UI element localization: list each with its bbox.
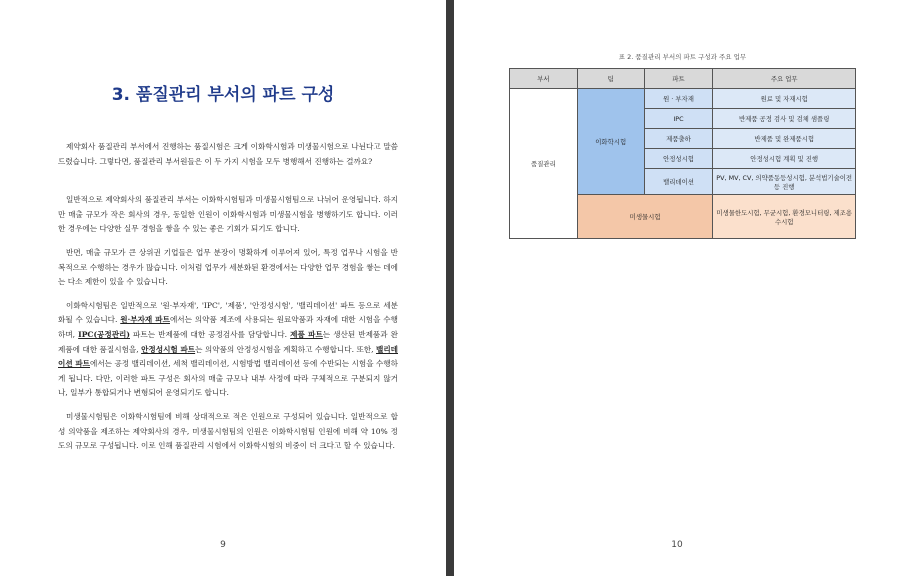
part-structure-table (509, 68, 856, 239)
part-cell: 밸리데이션 (644, 169, 713, 195)
text-run: 이화학시험팀은 일반적으로 '원·부자재', 'IPC', '제품', '안정성시험', '밸리데이션' 파트 등으로 세분화될 수 있습니다. (58, 300, 398, 325)
part-cell: IPC (644, 109, 713, 129)
page-number-left: 9 (220, 540, 226, 550)
header-part: 파트 (644, 69, 713, 89)
emphasis-text: 안정성시험 파트 (141, 344, 196, 354)
text-run: 제약회사 품질관리 부서에서 진행하는 품질시험은 크게 이화학시험과 미생물시험으로 나뉜다고 말씀드렸습니다. 그렇다면, 품질관리 부서원들은 이 두 가지 시험을 모두 병행해서 진행하는 걸까요? (58, 142, 398, 166)
table-header-row (510, 69, 856, 89)
book-spine (446, 0, 454, 576)
table-row (510, 89, 856, 109)
right-page (454, 0, 900, 576)
body-paragraph (58, 140, 398, 169)
duty-cell: 반제품 및 완제품시험 (713, 129, 856, 149)
duty-cell: 안정성시험 계획 및 진행 (713, 149, 856, 169)
emphasis-text: IPC(공정관리) (78, 329, 130, 339)
left-page (0, 0, 446, 576)
text-run: 에서는 의약품 제조에 사용되는 원료약품과 자재에 대한 시험을 수행하며, (58, 315, 398, 339)
header-team: 팀 (577, 69, 644, 89)
micro-duty-cell: 미생물한도시험, 무균시험, 환경모니터링, 제조용수시험 (713, 195, 856, 239)
body-paragraph (58, 299, 398, 401)
part-cell: 원 · 부자재 (644, 89, 713, 109)
text-run: 는 의약품의 안정성시험을 계획하고 수행합니다. 또한, (195, 344, 376, 354)
header-dept: 부서 (510, 69, 578, 89)
part-cell: 안정성시험 (644, 149, 713, 169)
emphasis-text: 밸리데이션 파트 (58, 344, 398, 369)
text-run: 에서는 공정 밸리데이션, 세척 밸리데이션, 시험방법 밸리데이션 등에 수반되는 시험을 수행하게 됩니다. 다만, 이러한 파트 구성은 회사의 매출 규모나 내부 사정에 따라 구체적으로 구분되지 않거나, 일부가 통합되거나 변형되어 운영되기도 합니다. (58, 359, 398, 398)
section-title: 3. 품질관리 부서의 파트 구성 (111, 85, 335, 105)
dept-cell: 품질관리 (510, 89, 578, 239)
text-run: 미생물시험팀은 이화학시험팀에 비해 상대적으로 적은 인원으로 구성되어 있습니다. 일반적으로 합성 의약품을 제조하는 제약회사의 경우, 미생물시험팀의 인원은 이화학시험팀 인원에 비해 약 10% 정도의 규모로 구성됩니다. 이로 인해 품질관리 시험에서 이화학시험의 비중이 더 크다고 할 수 있습니다. (58, 411, 398, 451)
emphasis-text: 원·부자재 파트 (120, 315, 170, 325)
body-paragraph (58, 410, 398, 454)
text-run: 는 생산된 반제품과 완제품에 대한 품질시험을, (58, 329, 398, 354)
text-run: 일반적으로 제약회사의 품질관리 부서는 이화학시험팀과 미생물시험팀으로 나뉘어 운영됩니다. 하지만 매출 규모가 작은 회사의 경우, 동일한 인원이 이화학시험과 미생물시험을 병행하기도 합니다. 이러한 경우에는 다양한 실무 경험을 쌓을 수 있는 좋은 기회가 되기도 합니다. (58, 195, 398, 234)
header-duty: 주요 업무 (713, 69, 856, 89)
body-text (58, 140, 398, 463)
part-cell: 제품출하 (644, 129, 713, 149)
duty-cell: 원료 및 자재시험 (713, 89, 856, 109)
body-paragraph (58, 246, 398, 290)
page-number-right: 10 (671, 540, 683, 550)
text-run: 반면, 매출 규모가 큰 상위권 기업들은 업무 분장이 명확하게 이루어져 있어, 특정 업무나 시험을 반복적으로 수행하는 경우가 많습니다. 이처럼 업무가 세분화된 환경에서는 다양한 업무 경험을 쌓는 데에는 다소 제한이 있을 수 있습니다. (58, 247, 398, 287)
team-micro-cell: 미생물시험 (577, 195, 713, 239)
text-run: 파트는 반제품에 대한 공정검사를 담당합니다. (130, 329, 291, 339)
emphasis-text: 제품 파트 (290, 329, 323, 339)
team-chem-cell: 이화학시험 (577, 89, 644, 195)
table-caption: 표 2. 품질관리 부서의 파트 구성과 주요 업무 (618, 53, 747, 61)
body-paragraph (58, 193, 398, 237)
duty-cell: 반제품 공정 검사 및 검체 샘플링 (713, 109, 856, 129)
duty-cell: PV, MV, CV, 의약품동등성시험, 분석법기술이전 등 진행 (713, 169, 856, 195)
